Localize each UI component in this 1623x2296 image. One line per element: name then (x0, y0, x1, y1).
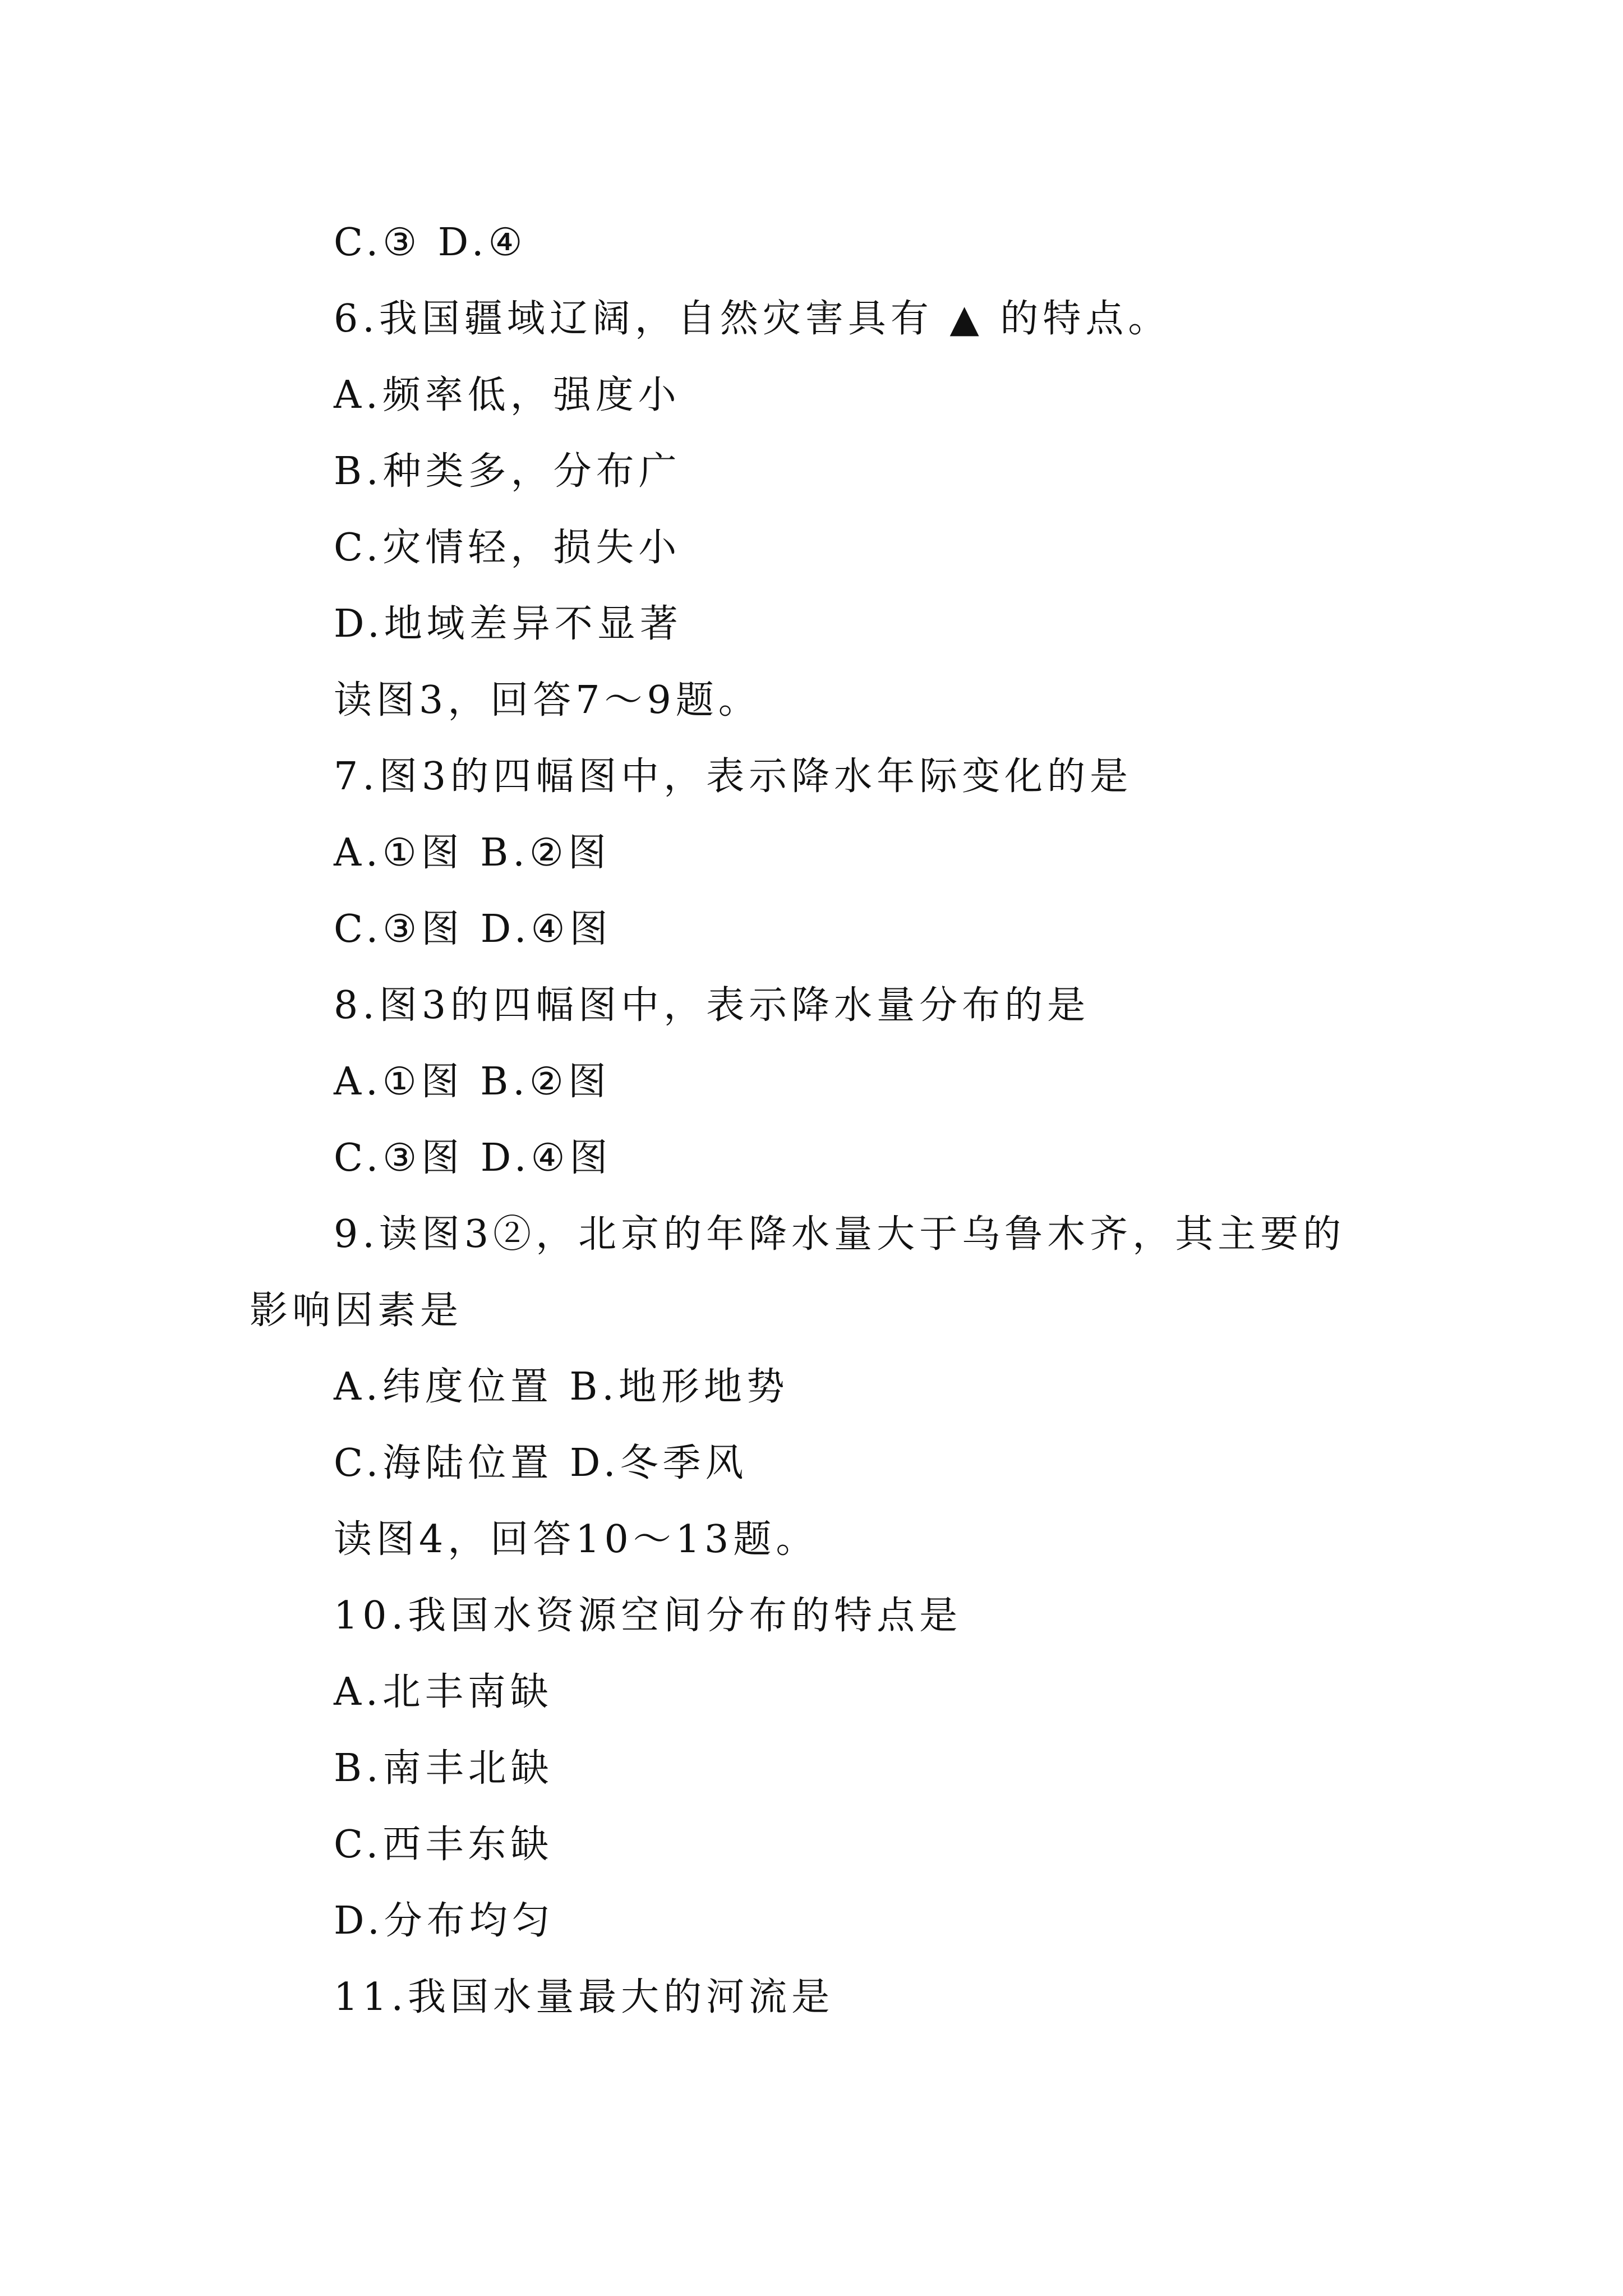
q6-option-a: A.频率低，强度小 (334, 373, 681, 417)
q6-option-c: C.灾情轻，损失小 (334, 526, 681, 570)
q6-stem: 6.我国疆域辽阔，自然灾害具有 ▲ 的特点。 (334, 297, 1171, 341)
section-fig3-instruction: 读图3，回答7～9题。 (334, 678, 761, 723)
q9-options-cd: C.海陆位置 D.冬季风 (334, 1441, 748, 1485)
q8-options-cd: C.③图 D.④图 (334, 1136, 612, 1180)
section-fig4-instruction: 读图4，回答10～13题。 (334, 1517, 819, 1562)
q7-options-ab: A.①图 B.②图 (334, 831, 611, 875)
q10-stem: 10.我国水资源空间分布的特点是 (334, 1594, 962, 1638)
q8-stem: 8.图3的四幅图中，表示降水量分布的是 (334, 983, 1090, 1028)
q9-options-ab: A.纬度位置 B.地形地势 (334, 1365, 789, 1409)
q7-options-cd: C.③图 D.④图 (334, 907, 612, 951)
q9-stem: 9.读图3②，北京的年降水量大于乌鲁木齐，其主要的 (334, 1212, 1346, 1257)
q10-option-a: A.北丰南缺 (334, 1670, 553, 1714)
q6-option-b: B.种类多，分布广 (334, 449, 681, 494)
q10-option-d: D.分布均匀 (334, 1899, 555, 1943)
q10-option-b: B.南丰北缺 (334, 1746, 554, 1791)
q6-option-d: D.地域差异不显著 (334, 602, 683, 646)
q9-stem-continued: 影响因素是 (250, 1289, 463, 1333)
q7-stem: 7.图3的四幅图中，表示降水年际变化的是 (334, 754, 1133, 799)
q11-stem: 11.我国水量最大的河流是 (334, 1975, 834, 2019)
q5-options-cd: C.③ D.④ (334, 220, 527, 265)
q8-options-ab: A.①图 B.②图 (334, 1060, 611, 1104)
q10-option-c: C.西丰东缺 (334, 1823, 554, 1867)
